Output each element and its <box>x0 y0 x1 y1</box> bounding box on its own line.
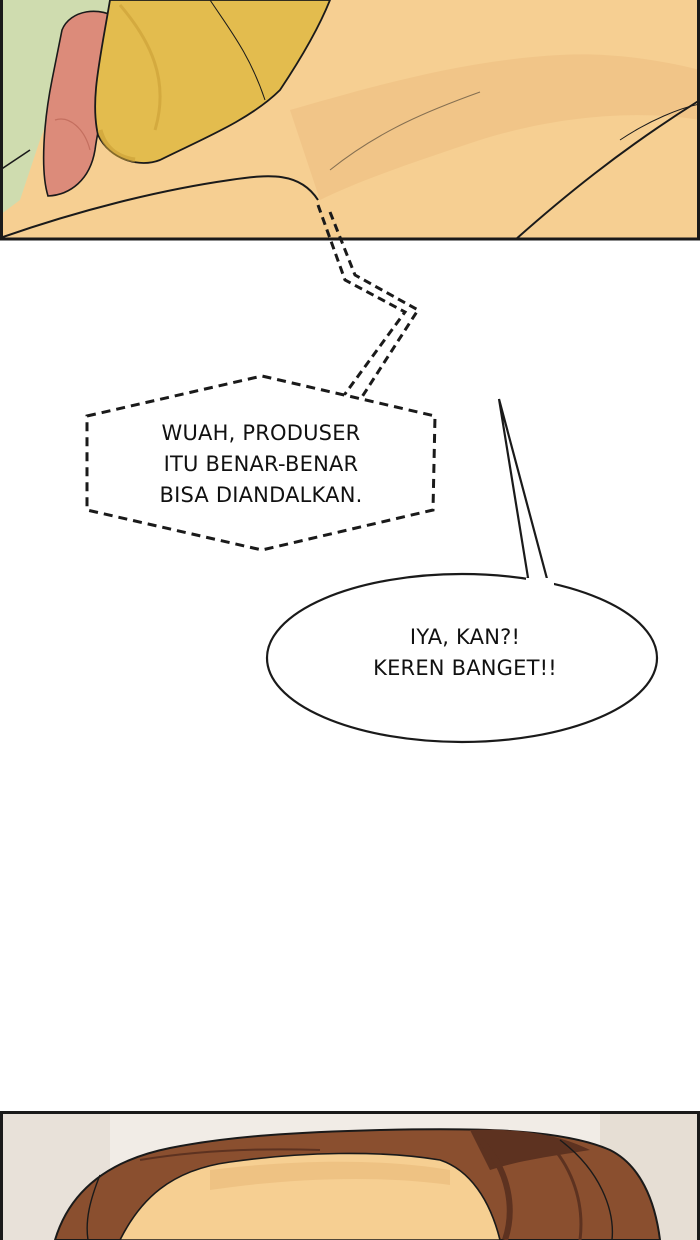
speech-line-2: KEREN BANGET!! <box>373 656 557 680</box>
speech-line-1: IYA, KAN?! <box>409 625 521 649</box>
speech-bubble-text <box>300 622 630 684</box>
thought-line-1: WUAH, PRODUSER <box>161 421 361 445</box>
thought-line-3: BISA DIANDALKAN. <box>159 483 363 507</box>
speech-bubble-tail <box>499 399 550 590</box>
bottom-panel <box>0 1113 700 1240</box>
thought-bubble-text <box>100 418 422 511</box>
top-panel <box>0 0 700 240</box>
thought-line-2: ITU BENAR-BENAR <box>163 452 359 476</box>
